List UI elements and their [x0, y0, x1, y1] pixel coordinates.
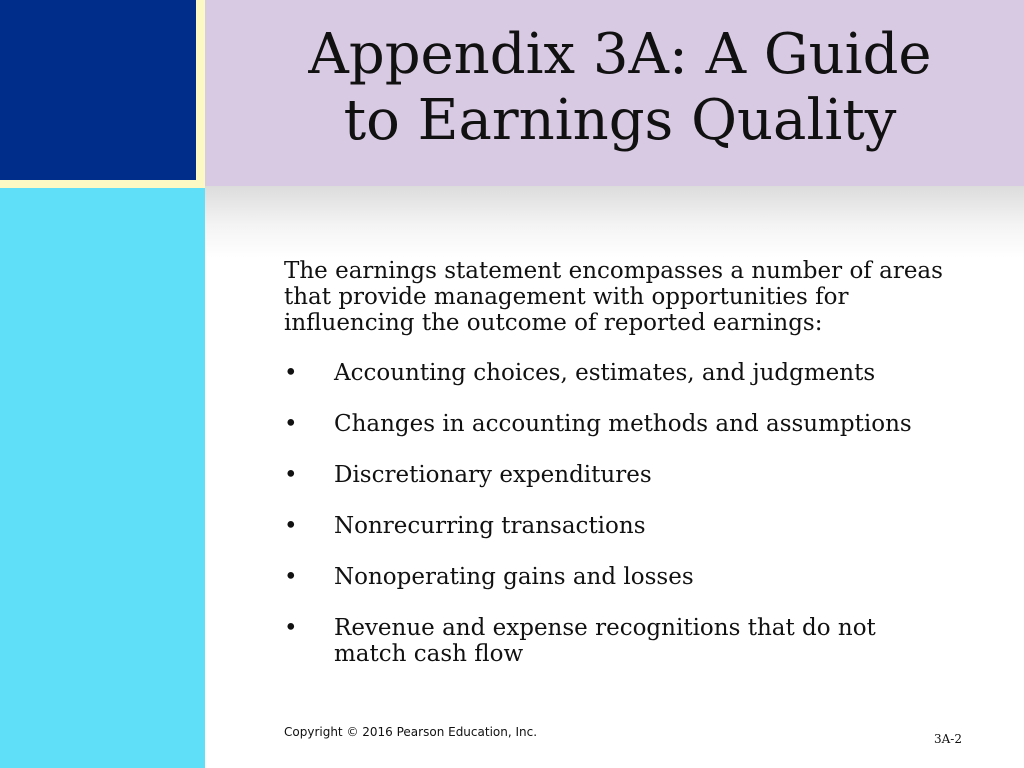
bullet-item — [284, 411, 984, 437]
slide-title-line-1: Appendix 3A: A Guide — [308, 22, 932, 87]
bullet-icon: • — [284, 360, 298, 386]
bullet-item — [284, 564, 984, 590]
cream-edge-vertical — [196, 0, 205, 188]
bullet-icon: • — [284, 411, 298, 437]
bullet-icon: • — [284, 564, 298, 590]
bullet-item — [284, 360, 984, 386]
bullet-item — [284, 513, 984, 539]
bullet-text: Nonrecurring transactions — [334, 513, 646, 539]
dark-blue-block — [0, 0, 196, 180]
copyright-notice: Copyright © 2016 Pearson Education, Inc. — [284, 725, 538, 739]
bullet-text: Accounting choices, estimates, and judgments — [334, 360, 876, 386]
bullet-item — [284, 615, 984, 667]
bullet-text: Discretionary expenditures — [334, 462, 652, 488]
bullet-icon: • — [284, 615, 298, 641]
cyan-block — [0, 188, 205, 768]
slide-content — [284, 258, 984, 692]
bullet-text: Changes in accounting methods and assumptions — [334, 411, 912, 437]
title-gradient — [205, 186, 1024, 258]
slide-title-line-2: to Earnings Quality — [343, 88, 897, 153]
bullet-text: Revenue and expense recognitions that do not match cash flow — [334, 615, 876, 667]
bullet-icon: • — [284, 462, 298, 488]
bullet-text: Nonoperating gains and losses — [334, 564, 694, 590]
bullet-list — [284, 360, 984, 667]
bullet-item — [284, 462, 984, 488]
bullet-icon: • — [284, 513, 298, 539]
slide-title — [205, 22, 1024, 154]
slide-number: 3A-2 — [934, 732, 962, 746]
intro-paragraph: The earnings statement encompasses a number of areas that provide management with opportunities for influencing the outcome of reported earnings: — [284, 258, 943, 336]
cream-edge-horizontal — [0, 180, 205, 188]
